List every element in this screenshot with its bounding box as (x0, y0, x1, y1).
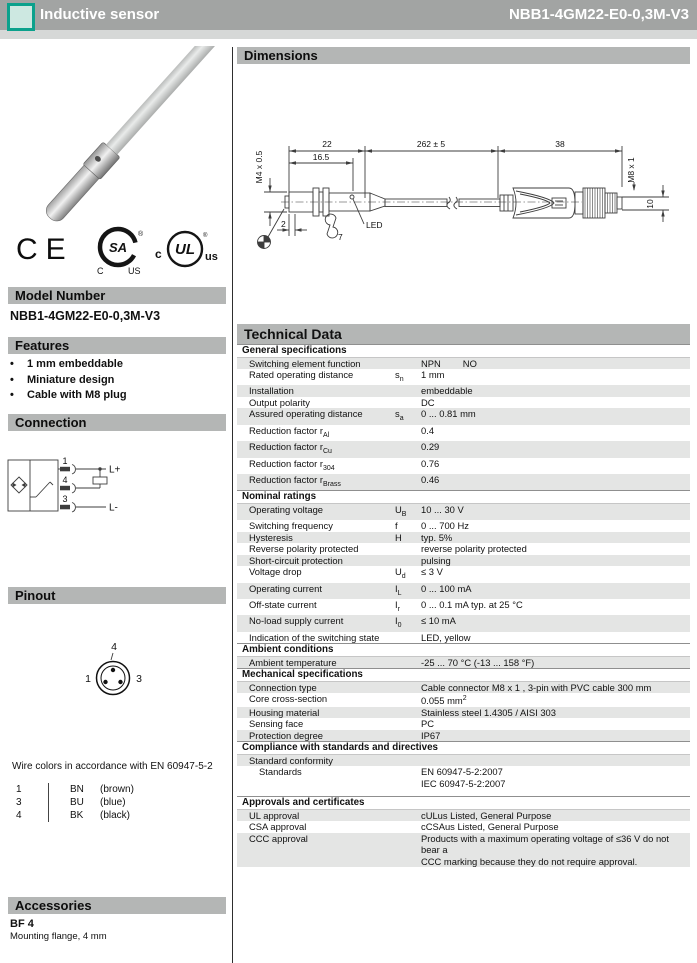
csa-reg-symbol: ® (138, 231, 144, 238)
row-symbol (395, 425, 421, 441)
row-symbol: f (395, 520, 398, 532)
csa-c-text: C (97, 266, 104, 276)
row-value (421, 833, 690, 868)
dim-38-label: 38 (555, 139, 565, 149)
feature-item: • Cable with M8 plug (10, 389, 127, 401)
table-row (237, 682, 690, 694)
connection-lminus-label: L- (109, 502, 118, 514)
row-label: Off-state current (249, 598, 317, 610)
row-value: Stainless steel 1.4305 / AISI 303 (421, 706, 556, 718)
row-value: ≤ 3 V (421, 566, 443, 578)
row-label: Housing material (249, 706, 320, 718)
row-value: -25 ... 70 °C (-13 ... 158 °F) (421, 656, 535, 668)
row-symbol (395, 397, 421, 409)
row-label: CSA approval (249, 821, 307, 833)
table-row (237, 755, 690, 767)
model-number-value: NBB1-4GM22-E0-0,3M-V3 (10, 309, 161, 323)
row-label: Switching element function (249, 357, 361, 369)
row-symbol (395, 385, 421, 397)
row-symbol (395, 358, 421, 370)
row-label: Operating current (249, 582, 322, 594)
feature-item: • Miniature design (10, 373, 115, 386)
features-list (10, 359, 220, 406)
accessory-name: BF 4 (10, 918, 34, 930)
table-row (237, 425, 690, 441)
dim-m4-label: M4 x 0.5 (254, 150, 264, 184)
dim-165-label: 16.5 (312, 152, 330, 162)
table-row (237, 397, 690, 409)
table-row (237, 657, 690, 669)
table-row (237, 504, 690, 520)
row-value (421, 755, 690, 767)
pinout-section-header: Pinout (8, 587, 226, 604)
pinout-pin-top-label: 4 (111, 641, 117, 653)
table-row (237, 766, 690, 789)
row-value: 1 mm (421, 369, 445, 380)
row-label: Output polarity (249, 396, 310, 408)
row-symbol (395, 543, 421, 555)
header-substrip (0, 30, 697, 39)
technical-data-section-header: Technical Data (237, 324, 690, 344)
row-value: cULus Listed, General Purpose (421, 809, 552, 821)
dim-22-label: 22 (322, 139, 332, 149)
csa-us-text: US (128, 266, 141, 276)
wire-code: BN (70, 784, 84, 795)
row-value: reverse polarity protected (421, 543, 527, 555)
row-symbol (395, 718, 421, 730)
table-row (237, 632, 690, 644)
row-value: PC (421, 718, 435, 730)
row-symbol (395, 730, 421, 742)
model-number-section-header: Model Number (8, 287, 226, 304)
dim-2-label: 2 (281, 219, 286, 229)
pinout-diagram (74, 640, 159, 710)
row-value-line: CCC marking because they do not require approval. (421, 855, 638, 867)
wire-code: BK (70, 810, 84, 821)
row-value: 0.055 $mm^2$ (421, 695, 467, 707)
row-label: Reduction factor $r_{304}$ (249, 457, 335, 472)
wire-divider (48, 796, 70, 809)
row-value: 0 ... 700 Hz (421, 520, 469, 532)
ce-mark: CE (16, 233, 74, 266)
row-value: 0 ... 100 mA (421, 582, 472, 594)
table-row (237, 520, 690, 532)
pinout-pin-left-label: 1 (85, 673, 91, 685)
wire-pin: 1 (16, 784, 22, 795)
dim-m8-label: M8 x 1 (626, 157, 636, 183)
row-value: cCSAus Listed, General Purpose (421, 821, 559, 833)
table-row (237, 730, 690, 742)
wire-color-row (16, 783, 216, 796)
table-section-header: Mechanical specifications (237, 668, 690, 682)
table-row (237, 369, 690, 385)
table-section-header: Approvals and certificates (237, 796, 690, 810)
wire-divider (48, 783, 70, 796)
csa-mark (92, 224, 148, 276)
row-symbol (395, 821, 421, 833)
dim-262-label: 262 ± 5 (416, 139, 446, 149)
row-symbol: $U_d$ (395, 566, 406, 580)
table-row (237, 810, 690, 822)
row-value: Cable connector M8 x 1 , 3-pin with PVC cable 300 mm (421, 681, 652, 693)
table-row (237, 555, 690, 567)
wire-color-name: (brown) (100, 784, 134, 795)
dim-led-label: LED (366, 220, 383, 230)
row-value: LED, yellow (421, 631, 471, 643)
wire-pin: 4 (16, 810, 22, 821)
row-value: 0.76 (421, 457, 440, 469)
row-symbol (395, 441, 421, 457)
row-label: Standard conformity (249, 754, 333, 766)
row-symbol (395, 755, 421, 767)
row-label: Operating voltage (249, 503, 324, 515)
row-label: Reduction factor $r_{Cu}$ (249, 441, 332, 455)
row-label: Core cross-section (249, 693, 328, 705)
column-divider (232, 47, 233, 963)
table-row (237, 532, 690, 544)
row-value: DC (421, 396, 435, 408)
ul-mark-text: UL (175, 241, 195, 258)
accessories-section-header: Accessories (8, 897, 226, 914)
table-row (237, 718, 690, 730)
row-symbol (395, 555, 421, 567)
table-row (237, 408, 690, 424)
csa-mark-text: SA (108, 240, 128, 255)
row-label: Standards (259, 766, 302, 778)
table-section-header: Ambient conditions (237, 643, 690, 657)
row-symbol (395, 810, 421, 822)
table-row (237, 543, 690, 555)
table-row (237, 441, 690, 457)
feature-text: Cable with M8 plug (27, 389, 127, 401)
table-row (237, 385, 690, 397)
table-row (237, 693, 690, 707)
row-value: embeddable (421, 385, 473, 397)
row-value: 0 ... 0.1 mA typ. at 25 °C (421, 598, 523, 610)
row-label: Short-circuit protection (249, 554, 343, 566)
feature-text: 1 mm embeddable (27, 358, 123, 370)
row-value: IP67 (421, 729, 441, 741)
row-symbol: $s_n$ (395, 369, 404, 383)
row-label: UL approval (249, 809, 300, 821)
dim-10-label: 10 (645, 199, 655, 209)
dimension-drawing (237, 70, 692, 285)
header-model-number: NBB1-4GM22-E0-0,3M-V3 (508, 6, 689, 23)
table-row (237, 615, 690, 631)
row-label: CCC approval (249, 832, 308, 844)
ul-mark (153, 227, 221, 273)
wire-colors-note: Wire colors in accordance with EN 60947-5-2 (12, 761, 213, 772)
dim-7-label: 7 (338, 232, 343, 242)
row-value-line: EN 60947-5-2:2007 (421, 766, 503, 778)
table-row (237, 821, 690, 833)
row-value: 0.46 (421, 473, 440, 485)
dimensions-section-header: Dimensions (237, 47, 690, 64)
row-symbol (395, 657, 421, 669)
wire-color-name: (blue) (100, 797, 126, 808)
table-row (237, 358, 690, 370)
connection-section-header: Connection (8, 414, 226, 431)
row-value: ≤ 10 mA (421, 615, 456, 627)
connection-lplus-label: L+ (109, 464, 121, 476)
row-symbol (395, 632, 421, 644)
row-value: typ. 5% (421, 531, 453, 543)
row-label: Reduction factor $r_{Brass}$ (249, 473, 341, 488)
row-label: No-load supply current (249, 615, 344, 627)
row-symbol: $I_r$ (395, 598, 400, 613)
technical-data-table (237, 344, 690, 867)
wire-pin: 3 (16, 797, 22, 808)
row-value-2: NO (462, 357, 477, 369)
row-label: Ambient temperature (249, 656, 337, 668)
row-label: Rated operating distance (249, 369, 354, 380)
table-section-header: Nominal ratings (237, 490, 690, 504)
connection-pin4-label: 4 (62, 475, 68, 485)
wire-code: BU (70, 797, 84, 808)
ul-reg-symbol: ® (203, 233, 208, 239)
accessory-description: Mounting flange, 4 mm (10, 931, 107, 942)
ul-c-text: c (155, 247, 162, 261)
row-symbol: $s_a$ (395, 408, 404, 423)
table-row (237, 458, 690, 474)
table-row (237, 707, 690, 719)
row-value: NPN NO (421, 357, 477, 369)
feature-text: Miniature design (27, 373, 115, 386)
row-value-line: IEC 60947-5-2:2007 (421, 777, 506, 789)
pinout-pin-right-label: 3 (136, 673, 142, 685)
row-symbol (395, 707, 421, 719)
brand-logo-icon (7, 3, 35, 31)
product-type-title: Inductive sensor (40, 6, 160, 23)
feature-item: • 1 mm embeddable (10, 358, 123, 370)
row-symbol (395, 833, 421, 868)
wire-color-row (16, 809, 216, 822)
wire-color-row (16, 796, 216, 809)
row-label: Hysteresis (249, 531, 293, 543)
row-label: Assured operating distance (249, 408, 363, 420)
row-value: 10 ... 30 V (421, 503, 464, 515)
wire-colors-table (16, 783, 216, 822)
features-section-header: Features (8, 337, 226, 354)
table-section-header: Compliance with standards and directives (237, 741, 690, 755)
row-symbol (395, 693, 421, 707)
row-symbol: $U_B$ (395, 503, 407, 518)
table-row (237, 833, 690, 868)
row-label: Reduction factor $r_{Al}$ (249, 424, 330, 439)
table-row (237, 583, 690, 599)
row-value (421, 766, 690, 789)
connection-diagram (6, 455, 171, 527)
row-value-line: Products with a maximum operating voltage of ≤36 V do not bear a (421, 832, 669, 856)
row-label: Sensing face (249, 718, 304, 730)
row-label: Connection type (249, 681, 317, 693)
ul-us-text: us (205, 251, 218, 263)
table-section-header: General specifications (237, 344, 690, 358)
row-symbol (395, 458, 421, 474)
row-label: Voltage drop (249, 566, 302, 578)
row-label: Protection degree (249, 729, 324, 741)
table-row (237, 474, 690, 490)
row-symbol (395, 766, 421, 789)
row-symbol: H (395, 531, 402, 543)
wrench-icon (325, 214, 338, 238)
wire-color-name: (black) (100, 810, 131, 821)
table-row (237, 599, 690, 615)
row-value: 0.4 (421, 424, 435, 436)
row-label: Switching frequency (249, 520, 333, 532)
connection-pin3-label: 3 (62, 494, 68, 504)
row-label: Reverse polarity protected (249, 543, 359, 555)
row-symbol: $I_0$ (395, 615, 402, 630)
row-label: Indication of the switching state (249, 631, 380, 643)
table-row (237, 566, 690, 582)
row-symbol: $I_L$ (395, 582, 402, 597)
row-label: Installation (249, 385, 294, 397)
product-photo (12, 46, 217, 228)
connection-pin1-label: 1 (62, 456, 68, 466)
wire-divider (48, 809, 70, 822)
row-value: pulsing (421, 554, 451, 566)
row-symbol (395, 682, 421, 694)
row-value: 0 ... 0.81 mm (421, 408, 476, 420)
row-value: 0.29 (421, 441, 440, 453)
row-symbol (395, 474, 421, 490)
